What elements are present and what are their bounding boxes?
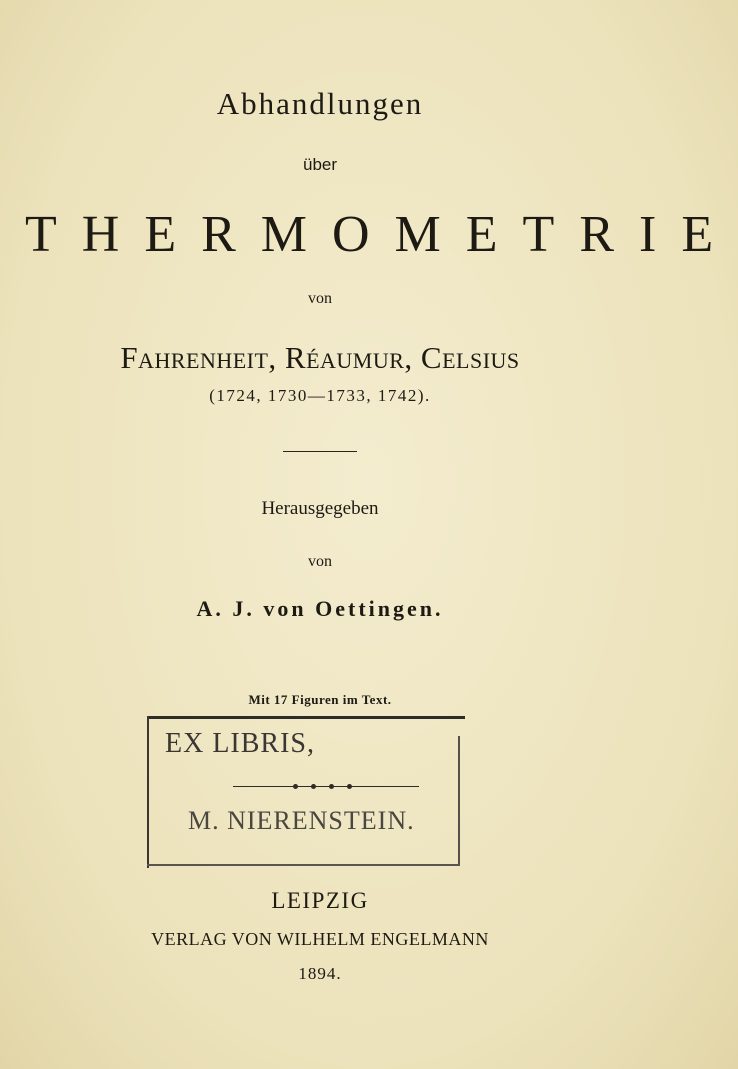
imprint-publisher: VERLAG VON WILHELM ENGELMANN (151, 929, 489, 949)
stamp-ornament-rule (233, 786, 419, 787)
by-label-2: von (308, 553, 332, 570)
main-title: THERMOMETRIE (25, 206, 738, 263)
ex-libris-stamp (147, 716, 457, 864)
imprint-city: LEIPZIG (271, 888, 369, 913)
figures-note: Mit 17 Figuren im Text. (248, 692, 392, 707)
imprint-year: 1894. (298, 964, 342, 983)
series-title: Abhandlungen (216, 86, 424, 121)
edited-by-label: Herausgegeben (261, 498, 379, 519)
owner-name: M. NIERENSTEIN. (188, 806, 415, 835)
divider-rule (283, 451, 357, 452)
ex-libris-text: EX LIBRIS, (165, 728, 315, 759)
authors: Fahrenheit, Réaumur, Celsius (120, 340, 520, 375)
editor-name: A. J. von Oettingen. (196, 596, 444, 621)
years: (1724, 1730—1733, 1742). (209, 386, 431, 405)
preposition: über (302, 155, 338, 174)
by-label: von (308, 290, 332, 307)
